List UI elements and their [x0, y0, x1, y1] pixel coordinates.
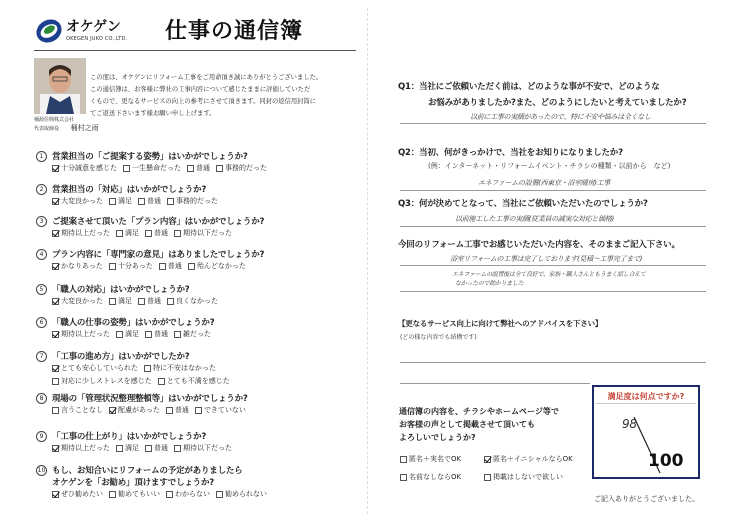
option-row	[52, 444, 232, 453]
intro-line: この度は、オケゲンにリフォーム工事をご用命頂き誠にありがとうございました。	[90, 74, 323, 81]
answer-option[interactable]	[216, 164, 267, 173]
option-label: 勧められない	[225, 490, 267, 498]
answer-option[interactable]	[174, 330, 211, 339]
question-number: 8	[36, 393, 47, 404]
impression-line-1	[400, 265, 706, 266]
publish-option-label: 匿名＋実名でOK	[409, 455, 462, 463]
option-label: 期待以下だった	[183, 444, 232, 452]
answer-option[interactable]	[52, 406, 103, 415]
checkbox-checked-icon[interactable]	[52, 263, 59, 270]
checkbox-icon[interactable]	[159, 263, 166, 270]
option-row	[52, 377, 230, 386]
answer-option[interactable]	[159, 262, 182, 271]
q3-label: Q3：何が決めてとなって、当社にご依頼いただいたのでしょうか?	[398, 199, 648, 209]
checkbox-icon[interactable]	[116, 230, 123, 237]
answer-option[interactable]	[109, 406, 160, 415]
question-text: 「職人の対応」はいかがでしょうか?	[52, 285, 190, 295]
option-label: 大変良かった	[61, 197, 103, 205]
option-label: ぜひ勧めたい	[61, 490, 103, 498]
impression-answer-3: なかったので助かりました	[455, 280, 524, 287]
question-number: 5	[36, 284, 47, 295]
impression-label: 今回のリフォーム工事でお感じいただいた内容を、そのままご記入下さい。	[398, 240, 680, 250]
question-text: 現場の「管理状況整理整頓等」はいかがでしょうか?	[52, 394, 248, 404]
checkbox-checked-icon[interactable]	[52, 298, 59, 305]
option-label: 普通	[154, 229, 168, 237]
rep-title: 代表取締役	[34, 126, 60, 132]
checkbox-icon[interactable]	[400, 474, 407, 481]
intro-line: くもので、更なるサービスの向上の参考にさせて頂きます。同封の返信用封筒に	[90, 98, 317, 105]
answer-option[interactable]	[52, 197, 103, 206]
option-label: 事務的だった	[225, 164, 267, 172]
option-label: 事務的だった	[176, 197, 218, 205]
question-text: 営業担当の「対応」はいかがでしょうか?	[52, 185, 207, 195]
publish-option-label: 名前なしならOK	[409, 473, 462, 481]
score-value: 98	[622, 417, 637, 431]
answer-option[interactable]	[52, 330, 110, 339]
option-row	[52, 229, 232, 238]
option-label: 普通	[196, 164, 210, 172]
option-label: 特に不安はなかった	[153, 364, 216, 372]
impression-line-2	[400, 291, 706, 292]
option-label: 普通	[147, 297, 161, 305]
checkbox-icon[interactable]	[138, 298, 145, 305]
option-label: 普通	[154, 444, 168, 452]
checkbox-icon[interactable]	[123, 165, 130, 172]
checkbox-icon[interactable]	[174, 331, 181, 338]
option-label: 満足	[118, 197, 132, 205]
answer-option[interactable]	[52, 229, 110, 238]
intro-line: この通信簿は、お客様に弊社の工事内容について感じたままに評価していただ	[90, 86, 311, 93]
option-row	[52, 197, 218, 206]
answer-option[interactable]	[52, 377, 152, 386]
option-label: 期待以下だった	[183, 229, 232, 237]
option-row	[52, 330, 211, 339]
question-number: 9	[36, 431, 47, 442]
rep-name: 桶村之雨	[70, 124, 99, 132]
checkbox-icon[interactable]	[216, 165, 223, 172]
answer-option[interactable]	[109, 262, 153, 271]
answer-option[interactable]	[138, 197, 161, 206]
option-label: 普通	[167, 262, 182, 270]
thanks-text: ご記入ありがとうございました。	[594, 495, 699, 503]
checkbox-icon[interactable]	[174, 230, 181, 237]
q3-answer: 以前施工した工事の実績(従業員の誠実な対応と価格)	[455, 215, 614, 223]
checkbox-icon[interactable]	[166, 407, 173, 414]
publish-option[interactable]	[400, 472, 461, 482]
publish-option[interactable]	[400, 454, 461, 464]
checkbox-icon[interactable]	[52, 407, 59, 414]
option-label: 対応に少しストレスを感じた	[61, 377, 152, 385]
answer-option[interactable]	[109, 490, 160, 499]
logo-name: オケゲン	[66, 19, 121, 35]
checkbox-checked-icon[interactable]	[52, 230, 59, 237]
checkbox-checked-icon[interactable]	[52, 491, 59, 498]
q1-line	[400, 123, 706, 124]
answer-option[interactable]	[52, 444, 110, 453]
option-row	[52, 490, 267, 499]
advice-line-2	[400, 383, 590, 384]
checkbox-icon[interactable]	[167, 198, 174, 205]
option-label: できていない	[203, 406, 246, 414]
score-label: 満足度は何点ですか?	[596, 389, 696, 404]
answer-option[interactable]	[138, 297, 161, 306]
title-underline	[34, 50, 356, 51]
publish-option[interactable]	[484, 454, 573, 464]
checkbox-icon[interactable]	[400, 456, 407, 463]
publish-option-label: 匿名＋イニシャルならOK	[493, 455, 573, 463]
answer-option[interactable]	[145, 330, 168, 339]
checkbox-icon[interactable]	[109, 263, 116, 270]
option-label: 十分あった	[117, 262, 153, 270]
answer-option[interactable]	[109, 197, 132, 206]
checkbox-icon[interactable]	[109, 298, 116, 305]
publish-line: お客様の声として掲載させて頂いても	[399, 420, 535, 429]
question-number: 1	[36, 151, 47, 162]
publish-question	[399, 405, 559, 444]
option-label: 配慮があった	[118, 406, 160, 414]
advice-label: 【更なるサービス向上に向けて弊社へのアドバイスを下さい】	[398, 319, 603, 328]
option-label: 期待以上だった	[61, 444, 110, 452]
checkbox-icon[interactable]	[188, 263, 195, 270]
question-number: 10	[37, 467, 46, 474]
option-label: わからない	[175, 490, 210, 498]
answer-option[interactable]	[158, 377, 230, 386]
option-label: 満足	[125, 229, 139, 237]
question-text-2: オケゲンを「お勧め」頂けますでしょうか?	[52, 478, 215, 488]
answer-option[interactable]	[116, 444, 139, 453]
answer-option[interactable]	[166, 406, 189, 415]
checkbox-icon[interactable]	[174, 445, 181, 452]
answer-option[interactable]	[52, 490, 103, 499]
option-label: 雑だった	[183, 330, 211, 338]
option-label: かなりあった	[61, 262, 103, 270]
question-text: 営業担当の「ご提案する姿勢」はいかがでしょうか?	[52, 152, 248, 162]
q2-answer: エネファームの設置(西東京・浴室暖房)工事	[478, 179, 611, 187]
q2-sub: (例：インターネット・リフォームイベント・チラシの種類・以前から など)	[428, 162, 671, 170]
q1-answer: 以前に工事の実績があったので、特に不安や悩みは全くなし	[470, 113, 651, 121]
checkbox-icon[interactable]	[116, 445, 123, 452]
option-label: 普通	[147, 197, 161, 205]
option-label: 期待以上だった	[61, 229, 110, 237]
answer-option[interactable]	[116, 330, 139, 339]
checkbox-icon[interactable]	[52, 378, 59, 385]
option-label: とても安心していられた	[61, 364, 138, 372]
option-label: とても不満を感じた	[166, 377, 230, 385]
option-label: 十分誠意を感じた	[61, 164, 117, 172]
publish-line: 通信簿の内容を、チラシやホームページ等で	[399, 407, 559, 416]
answer-option[interactable]	[145, 444, 168, 453]
option-label: 言うことなし	[61, 406, 103, 414]
question-text: 「職人の仕事の姿勢」はいかがでしょうか?	[52, 318, 215, 328]
answer-option[interactable]	[216, 490, 267, 499]
question-number: 6	[36, 317, 47, 328]
publish-option-label: 掲載はしないで欲しい	[493, 473, 563, 481]
option-label: 良くなかった	[176, 297, 218, 305]
logo	[34, 14, 154, 48]
rep-block	[34, 123, 99, 133]
option-label: 普通	[174, 406, 189, 414]
option-label: 大変良かった	[61, 297, 103, 305]
option-row	[52, 164, 267, 173]
option-label: 勧めてもいい	[118, 490, 160, 498]
answer-option[interactable]	[188, 262, 246, 271]
option-label: 殆んどなかった	[196, 262, 246, 270]
impression-answer-1: 浴室リフォームの工事は完了しております(見積〜工事完了まで)	[450, 255, 643, 263]
checkbox-checked-icon[interactable]	[52, 365, 59, 372]
logo-sub: OKEGEN JUKO CO.,LTD.	[66, 36, 128, 42]
intro-line: てご返送下さいます様お願い申し上げます。	[90, 110, 216, 117]
company-name: 桶源住興株式会社	[34, 117, 75, 123]
option-label: 満足	[118, 297, 132, 305]
checkbox-icon[interactable]	[195, 407, 202, 414]
answer-option[interactable]	[52, 164, 117, 173]
answer-option[interactable]	[195, 406, 246, 415]
question-text: もし、お知合いにリフォームの予定がありましたら	[52, 466, 243, 476]
question-number: 3	[36, 216, 47, 227]
q1-label: Q1：当社にご依頼いただく前は、どのような事が不安で、どのような	[398, 82, 660, 92]
option-label: 普通	[154, 330, 168, 338]
option-row	[52, 297, 218, 306]
question-text: 「工事の進め方」はいかがでしたか?	[52, 352, 190, 362]
score-max: 100	[648, 451, 684, 471]
question-text: ご提案させて頂いた「プラン内容」はいかがでしょうか?	[52, 217, 265, 227]
answer-option[interactable]	[52, 364, 138, 373]
answer-option[interactable]	[109, 297, 132, 306]
checkbox-icon[interactable]	[167, 298, 174, 305]
checkbox-icon[interactable]	[138, 198, 145, 205]
checkbox-icon[interactable]	[158, 378, 165, 385]
checkbox-checked-icon[interactable]	[52, 331, 59, 338]
impression-answer-2: エネファームの設置後は全て良好で、家族・職人さんともうまく話し合えて	[452, 271, 646, 278]
answer-option[interactable]	[123, 164, 181, 173]
checkbox-icon[interactable]	[187, 165, 194, 172]
checkbox-icon[interactable]	[116, 331, 123, 338]
answer-option[interactable]	[167, 197, 218, 206]
publish-option[interactable]	[484, 472, 563, 482]
answer-option[interactable]	[166, 490, 210, 499]
q3-line	[400, 226, 706, 227]
option-label: 一生懸命だった	[132, 164, 181, 172]
answer-option[interactable]	[144, 364, 216, 373]
option-row	[52, 406, 246, 415]
answer-option[interactable]	[187, 164, 210, 173]
checkbox-checked-icon[interactable]	[52, 198, 59, 205]
logo-mark-icon	[34, 16, 64, 46]
column-divider	[367, 8, 368, 514]
intro-text	[90, 72, 358, 120]
answer-option[interactable]	[116, 229, 139, 238]
q1-label-2: お悩みがありましたか?また、どのようにしたいと考えていましたか?	[428, 98, 687, 108]
option-row	[52, 364, 216, 373]
q2-label: Q2：当初、何がきっかけで、当社をお知りになりましたか?	[398, 148, 623, 158]
publish-line: よろしいでしょうか?	[399, 433, 476, 442]
avatar	[34, 58, 86, 114]
checkbox-checked-icon[interactable]	[52, 165, 59, 172]
checkbox-checked-icon[interactable]	[484, 456, 491, 463]
checkbox-icon[interactable]	[109, 198, 116, 205]
checkbox-icon[interactable]	[166, 491, 173, 498]
score-box	[592, 385, 700, 479]
option-row	[52, 262, 246, 271]
checkbox-checked-icon[interactable]	[52, 445, 59, 452]
answer-option[interactable]	[145, 229, 168, 238]
checkbox-icon[interactable]	[145, 445, 152, 452]
answer-option[interactable]	[174, 229, 232, 238]
checkbox-icon[interactable]	[144, 365, 151, 372]
checkbox-icon[interactable]	[145, 230, 152, 237]
answer-option[interactable]	[52, 297, 103, 306]
option-label: 期待以上だった	[61, 330, 110, 338]
checkbox-icon[interactable]	[109, 491, 116, 498]
option-label: 満足	[125, 444, 139, 452]
question-text: 「工事の仕上がり」はいかがでしょうか?	[52, 432, 207, 442]
page-title: 仕事の通信簿	[165, 19, 304, 44]
checkbox-icon[interactable]	[145, 331, 152, 338]
answer-option[interactable]	[52, 262, 103, 271]
question-text: プラン内容に「専門家の意見」はありましたでしょうか?	[52, 250, 265, 260]
question-number: 7	[36, 351, 47, 362]
checkbox-icon[interactable]	[216, 491, 223, 498]
option-label: 満足	[125, 330, 139, 338]
checkbox-icon[interactable]	[484, 474, 491, 481]
advice-line-1	[400, 362, 706, 363]
checkbox-checked-icon[interactable]	[109, 407, 116, 414]
q2-line	[400, 190, 706, 191]
question-number: 2	[36, 184, 47, 195]
question-number: 4	[36, 249, 47, 260]
advice-sub: (どの様な内容でも結構です)	[400, 334, 477, 341]
answer-option[interactable]	[167, 297, 218, 306]
answer-option[interactable]	[174, 444, 232, 453]
